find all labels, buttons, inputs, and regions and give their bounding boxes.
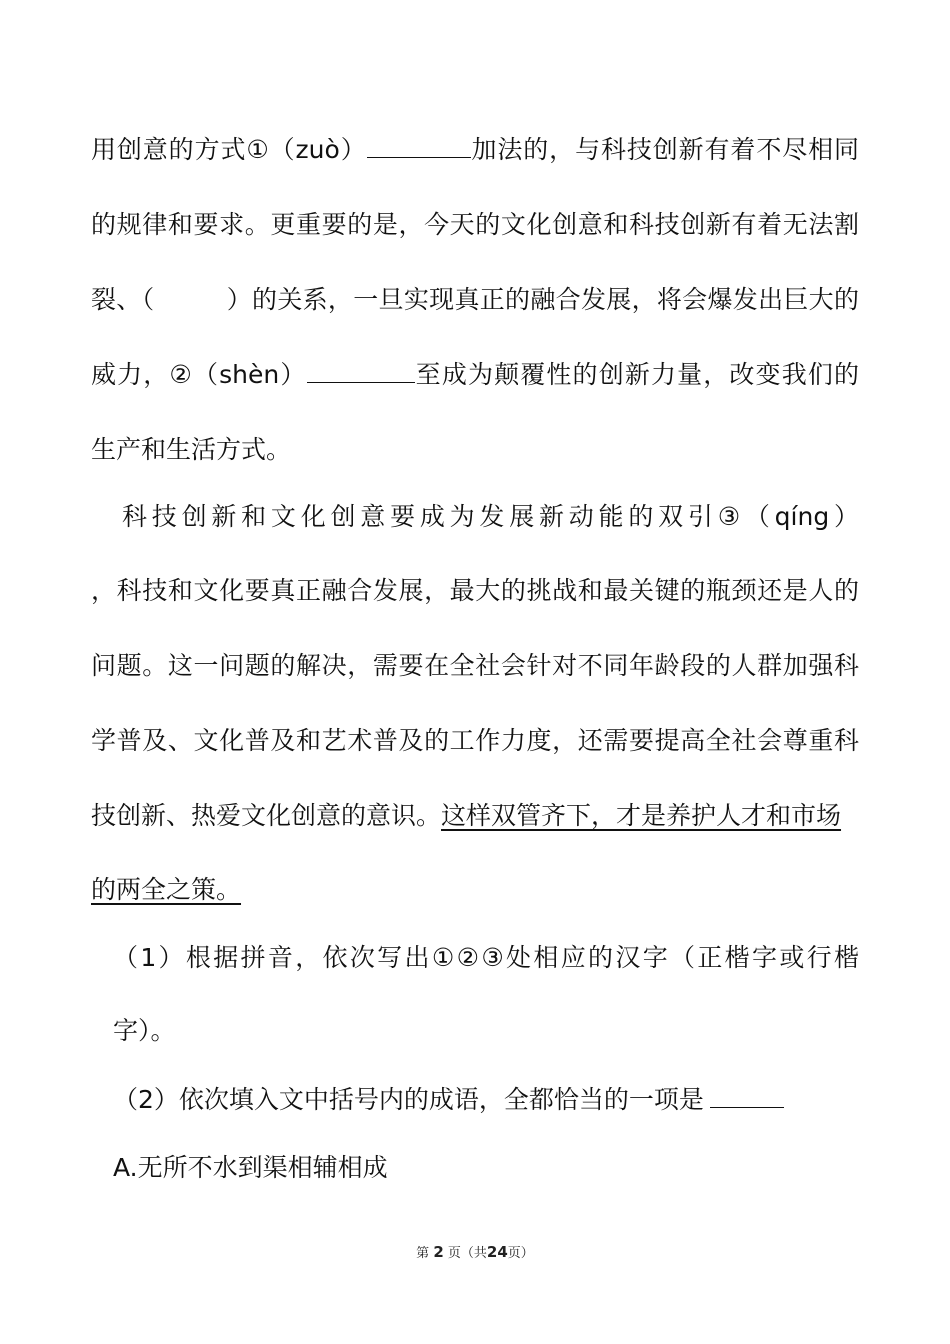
blank-2[interactable] — [307, 360, 415, 383]
text: 威力，②（shèn） — [91, 360, 307, 389]
question1-line1: （1）根据拼音，依次写出①②③处相应的汉字（正楷字或行楷 — [113, 943, 859, 972]
text: 用创意的方式①（zuò） — [91, 135, 367, 164]
answer-blank[interactable] — [710, 1085, 784, 1108]
paragraph2-line1: 科技创新和文化创意要成为发展新动能的双引③（qíng） — [122, 502, 859, 531]
blank-1[interactable] — [367, 135, 471, 158]
paragraph2-line5 — [91, 800, 841, 832]
total-pages: 24 — [486, 1243, 508, 1261]
paragraph1-line4 — [91, 359, 859, 391]
paragraph2-line3: 问题。这一问题的解决，需要在全社会针对不同年龄段的人群加强科 — [91, 651, 859, 680]
paragraph1-line2: 的规律和要求。更重要的是，今天的文化创意和科技创新有着无法割 — [91, 210, 859, 239]
text: 裂、（ — [91, 285, 155, 314]
paragraph1-line1 — [91, 134, 859, 166]
paragraph2-line2: ，科技和文化要真正融合发展，最大的挑战和最关键的瓶颈还是人的 — [91, 576, 859, 605]
paragraph2-line4: 学普及、文化普及和艺术普及的工作力度，还需要提高全社会尊重科 — [91, 726, 859, 755]
text: ）的关系，一旦实现真正的融合发展，将会爆发出巨大的 — [226, 285, 859, 314]
text: 技创新、热爱文化创意的意识。 — [91, 801, 442, 830]
option-a: A.无所不水到渠相辅相成 — [113, 1153, 388, 1182]
page-number: 2 — [433, 1243, 444, 1261]
text: 加法的，与科技创新有着不尽相同 — [470, 135, 859, 164]
page-footer — [0, 1242, 950, 1261]
footer-middle: 页（共 — [447, 1246, 487, 1261]
question2 — [113, 1084, 784, 1116]
paragraph1-line3 — [91, 284, 859, 316]
question1-line2: 字）。 — [113, 1016, 176, 1045]
footer-suffix: 页） — [507, 1246, 534, 1261]
footer-prefix: 第 — [416, 1246, 430, 1261]
paragraph2-line6: 的两全之策。 — [91, 875, 242, 904]
question2-text: （2）依次填入文中括号内的成语，全都恰当的一项是 — [113, 1085, 704, 1114]
text: 至成为颠覆性的创新力量，改变我们的 — [414, 360, 859, 389]
paragraph1-line5: 生产和生活方式。 — [91, 435, 292, 464]
underlined-sentence: 这样双管齐下，才是养护人才和市场 — [441, 801, 842, 830]
